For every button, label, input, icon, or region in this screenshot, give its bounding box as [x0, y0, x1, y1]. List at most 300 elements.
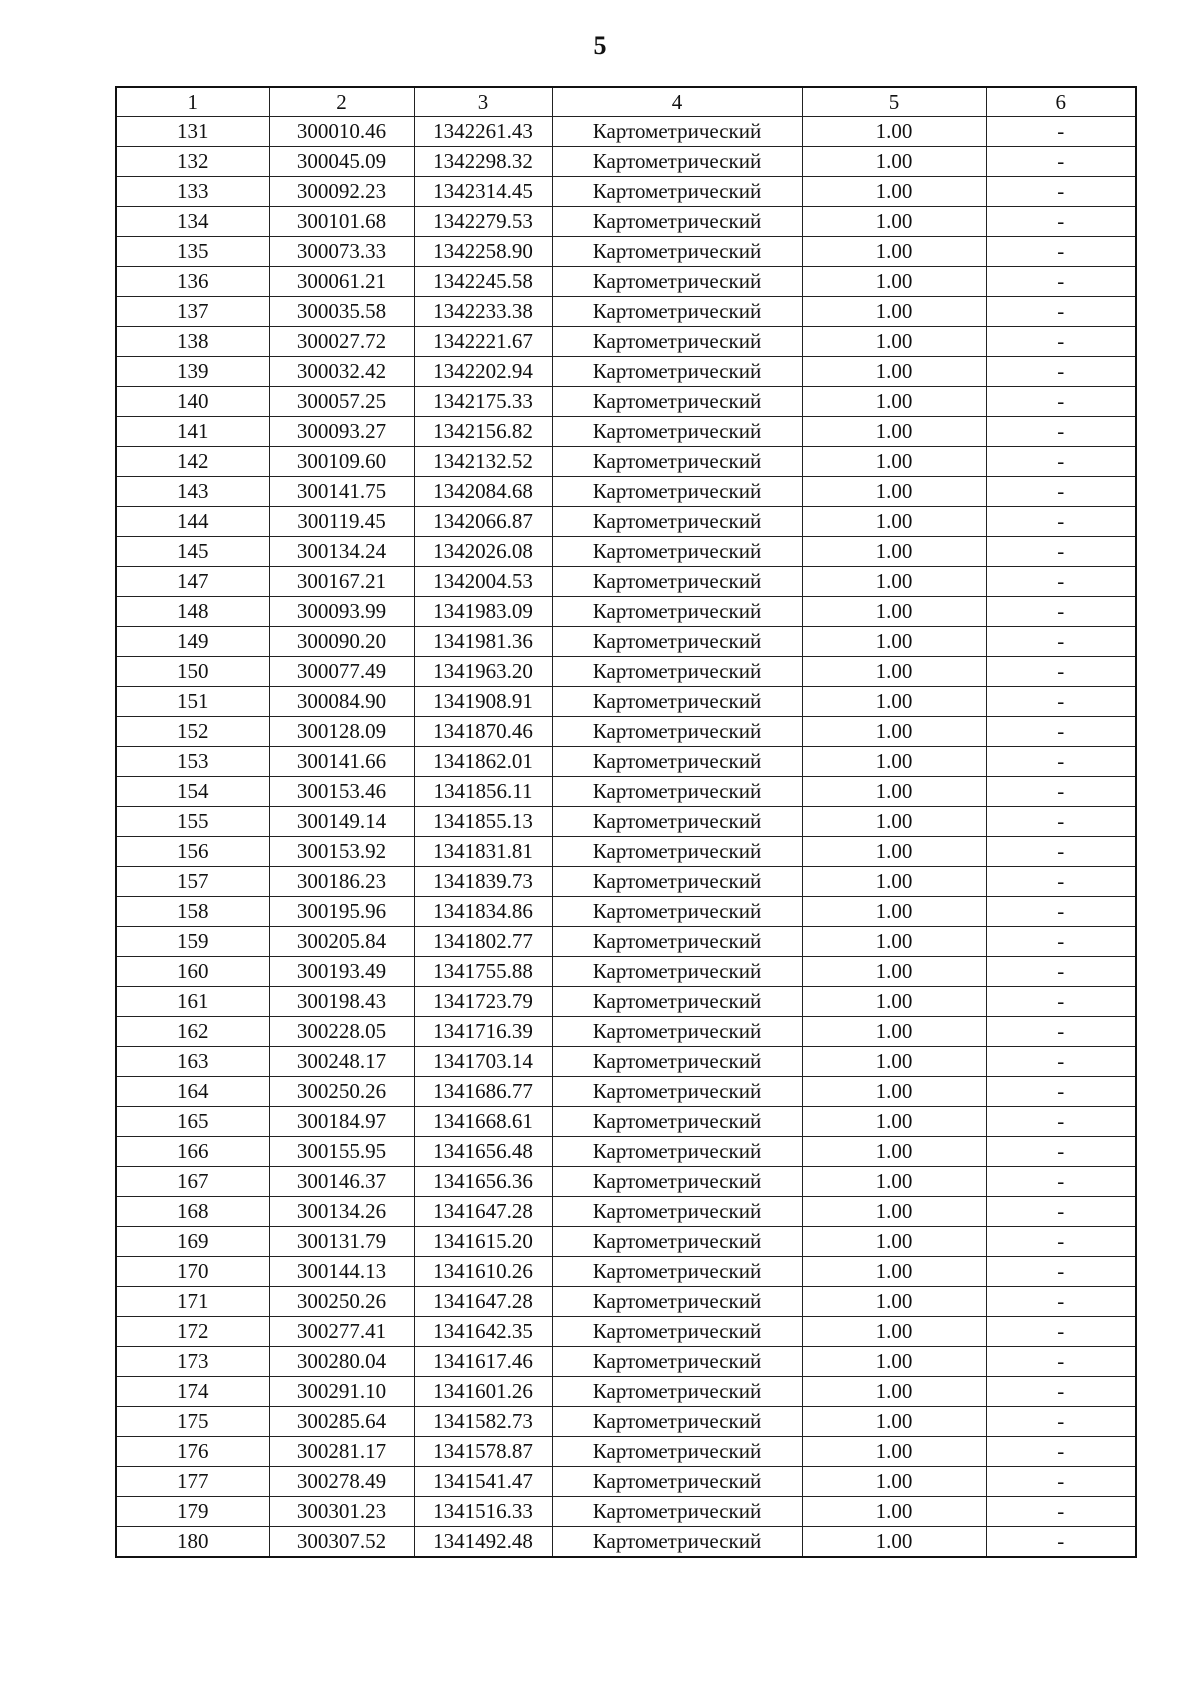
method-cell: Картометрический [552, 1377, 802, 1407]
method-cell: Картометрический [552, 987, 802, 1017]
description-cell: - [986, 357, 1136, 387]
table-row [116, 927, 1136, 957]
point-number-cell: 175 [116, 1407, 269, 1437]
y-coordinate-cell: 1341601.26 [414, 1377, 552, 1407]
point-number-cell: 173 [116, 1347, 269, 1377]
description-cell: - [986, 1107, 1136, 1137]
table-row [116, 327, 1136, 357]
method-cell: Картометрический [552, 807, 802, 837]
accuracy-cell: 1.00 [802, 657, 986, 687]
accuracy-cell: 1.00 [802, 477, 986, 507]
description-cell: - [986, 627, 1136, 657]
method-cell: Картометрический [552, 417, 802, 447]
accuracy-cell: 1.00 [802, 1047, 986, 1077]
method-cell: Картометрический [552, 477, 802, 507]
table-row [116, 1077, 1136, 1107]
y-coordinate-cell: 1341516.33 [414, 1497, 552, 1527]
accuracy-cell: 1.00 [802, 1017, 986, 1047]
x-coordinate-cell: 300131.79 [269, 1227, 414, 1257]
accuracy-cell: 1.00 [802, 837, 986, 867]
point-number-cell: 140 [116, 387, 269, 417]
accuracy-cell: 1.00 [802, 747, 986, 777]
accuracy-cell: 1.00 [802, 1137, 986, 1167]
table-row [116, 1437, 1136, 1467]
table-row [116, 1107, 1136, 1137]
method-cell: Картометрический [552, 297, 802, 327]
description-cell: - [986, 837, 1136, 867]
x-coordinate-cell: 300128.09 [269, 717, 414, 747]
point-number-cell: 152 [116, 717, 269, 747]
description-cell: - [986, 867, 1136, 897]
table-row [116, 177, 1136, 207]
y-coordinate-cell: 1341686.77 [414, 1077, 552, 1107]
accuracy-cell: 1.00 [802, 687, 986, 717]
description-cell: - [986, 417, 1136, 447]
x-coordinate-cell: 300077.49 [269, 657, 414, 687]
y-coordinate-cell: 1342004.53 [414, 567, 552, 597]
description-cell: - [986, 297, 1136, 327]
accuracy-cell: 1.00 [802, 897, 986, 927]
point-number-cell: 143 [116, 477, 269, 507]
accuracy-cell: 1.00 [802, 1107, 986, 1137]
x-coordinate-cell: 300248.17 [269, 1047, 414, 1077]
point-number-cell: 137 [116, 297, 269, 327]
table-row [116, 507, 1136, 537]
point-number-cell: 180 [116, 1527, 269, 1558]
x-coordinate-cell: 300198.43 [269, 987, 414, 1017]
table-row [116, 297, 1136, 327]
description-cell: - [986, 1377, 1136, 1407]
x-coordinate-cell: 300280.04 [269, 1347, 414, 1377]
point-number-cell: 163 [116, 1047, 269, 1077]
method-cell: Картометрический [552, 627, 802, 657]
method-cell: Картометрический [552, 1197, 802, 1227]
accuracy-cell: 1.00 [802, 1197, 986, 1227]
point-number-cell: 177 [116, 1467, 269, 1497]
y-coordinate-cell: 1342298.32 [414, 147, 552, 177]
y-coordinate-cell: 1341862.01 [414, 747, 552, 777]
table-row [116, 897, 1136, 927]
x-coordinate-cell: 300141.75 [269, 477, 414, 507]
point-number-cell: 161 [116, 987, 269, 1017]
table-row [116, 237, 1136, 267]
method-cell: Картометрический [552, 717, 802, 747]
point-number-cell: 138 [116, 327, 269, 357]
table-row [116, 357, 1136, 387]
x-coordinate-cell: 300250.26 [269, 1077, 414, 1107]
table-row [116, 1317, 1136, 1347]
table-row [116, 1227, 1136, 1257]
y-coordinate-cell: 1341716.39 [414, 1017, 552, 1047]
method-cell: Картометрический [552, 537, 802, 567]
point-number-cell: 151 [116, 687, 269, 717]
table-row [116, 807, 1136, 837]
description-cell: - [986, 657, 1136, 687]
x-coordinate-cell: 300134.24 [269, 537, 414, 567]
accuracy-cell: 1.00 [802, 1167, 986, 1197]
point-number-cell: 133 [116, 177, 269, 207]
x-coordinate-cell: 300281.17 [269, 1437, 414, 1467]
table-row [116, 747, 1136, 777]
method-cell: Картометрический [552, 1287, 802, 1317]
point-number-cell: 170 [116, 1257, 269, 1287]
x-coordinate-cell: 300149.14 [269, 807, 414, 837]
description-cell: - [986, 447, 1136, 477]
point-number-cell: 141 [116, 417, 269, 447]
table-row [116, 1407, 1136, 1437]
page-number: 5 [593, 31, 607, 60]
accuracy-cell: 1.00 [802, 237, 986, 267]
table-row [116, 777, 1136, 807]
coordinates-table [115, 86, 1137, 1558]
y-coordinate-cell: 1341755.88 [414, 957, 552, 987]
method-cell: Картометрический [552, 597, 802, 627]
accuracy-cell: 1.00 [802, 987, 986, 1017]
x-coordinate-cell: 300092.23 [269, 177, 414, 207]
x-coordinate-cell: 300277.41 [269, 1317, 414, 1347]
accuracy-cell: 1.00 [802, 177, 986, 207]
y-coordinate-cell: 1342084.68 [414, 477, 552, 507]
table-row [116, 477, 1136, 507]
table-row [116, 1197, 1136, 1227]
point-number-cell: 154 [116, 777, 269, 807]
y-coordinate-cell: 1341578.87 [414, 1437, 552, 1467]
description-cell: - [986, 1467, 1136, 1497]
method-cell: Картометрический [552, 177, 802, 207]
x-coordinate-cell: 300146.37 [269, 1167, 414, 1197]
accuracy-cell: 1.00 [802, 147, 986, 177]
y-coordinate-cell: 1341615.20 [414, 1227, 552, 1257]
x-coordinate-cell: 300061.21 [269, 267, 414, 297]
y-coordinate-cell: 1341656.36 [414, 1167, 552, 1197]
table-row [116, 867, 1136, 897]
x-coordinate-cell: 300027.72 [269, 327, 414, 357]
accuracy-cell: 1.00 [802, 1467, 986, 1497]
accuracy-cell: 1.00 [802, 1077, 986, 1107]
y-coordinate-cell: 1341802.77 [414, 927, 552, 957]
point-number-cell: 149 [116, 627, 269, 657]
method-cell: Картометрический [552, 237, 802, 267]
x-coordinate-cell: 300250.26 [269, 1287, 414, 1317]
method-cell: Картометрический [552, 957, 802, 987]
x-coordinate-cell: 300291.10 [269, 1377, 414, 1407]
method-cell: Картометрический [552, 267, 802, 297]
y-coordinate-cell: 1341834.86 [414, 897, 552, 927]
description-cell: - [986, 237, 1136, 267]
y-coordinate-cell: 1341983.09 [414, 597, 552, 627]
method-cell: Картометрический [552, 687, 802, 717]
description-cell: - [986, 957, 1136, 987]
x-coordinate-cell: 300155.95 [269, 1137, 414, 1167]
y-coordinate-cell: 1342261.43 [414, 117, 552, 147]
method-cell: Картометрический [552, 357, 802, 387]
accuracy-cell: 1.00 [802, 627, 986, 657]
x-coordinate-cell: 300144.13 [269, 1257, 414, 1287]
x-coordinate-cell: 300153.92 [269, 837, 414, 867]
table-row [116, 1257, 1136, 1287]
accuracy-cell: 1.00 [802, 777, 986, 807]
point-number-cell: 135 [116, 237, 269, 267]
table-body [116, 117, 1136, 1558]
method-cell: Картометрический [552, 1107, 802, 1137]
accuracy-cell: 1.00 [802, 447, 986, 477]
y-coordinate-cell: 1342026.08 [414, 537, 552, 567]
point-number-cell: 162 [116, 1017, 269, 1047]
x-coordinate-cell: 300057.25 [269, 387, 414, 417]
x-coordinate-cell: 300073.33 [269, 237, 414, 267]
point-number-cell: 157 [116, 867, 269, 897]
accuracy-cell: 1.00 [802, 267, 986, 297]
description-cell: - [986, 267, 1136, 297]
y-coordinate-cell: 1342258.90 [414, 237, 552, 267]
x-coordinate-cell: 300228.05 [269, 1017, 414, 1047]
x-coordinate-cell: 300141.66 [269, 747, 414, 777]
x-coordinate-cell: 300045.09 [269, 147, 414, 177]
y-coordinate-cell: 1341855.13 [414, 807, 552, 837]
y-coordinate-cell: 1341856.11 [414, 777, 552, 807]
accuracy-cell: 1.00 [802, 867, 986, 897]
table-row [116, 1287, 1136, 1317]
description-cell: - [986, 597, 1136, 627]
description-cell: - [986, 207, 1136, 237]
method-cell: Картометрический [552, 507, 802, 537]
x-coordinate-cell: 300307.52 [269, 1527, 414, 1558]
accuracy-cell: 1.00 [802, 507, 986, 537]
y-coordinate-cell: 1342156.82 [414, 417, 552, 447]
point-number-cell: 145 [116, 537, 269, 567]
y-coordinate-cell: 1341642.35 [414, 1317, 552, 1347]
table-row [116, 387, 1136, 417]
accuracy-cell: 1.00 [802, 1227, 986, 1257]
y-coordinate-cell: 1342175.33 [414, 387, 552, 417]
x-coordinate-cell: 300032.42 [269, 357, 414, 387]
table-row [116, 597, 1136, 627]
accuracy-cell: 1.00 [802, 1527, 986, 1558]
accuracy-cell: 1.00 [802, 117, 986, 147]
y-coordinate-cell: 1341963.20 [414, 657, 552, 687]
x-coordinate-cell: 300093.99 [269, 597, 414, 627]
description-cell: - [986, 1347, 1136, 1377]
table-row [116, 957, 1136, 987]
accuracy-cell: 1.00 [802, 597, 986, 627]
point-number-cell: 158 [116, 897, 269, 927]
y-coordinate-cell: 1342245.58 [414, 267, 552, 297]
description-cell: - [986, 807, 1136, 837]
table-row [116, 627, 1136, 657]
description-cell: - [986, 927, 1136, 957]
description-cell: - [986, 567, 1136, 597]
table-row [116, 1467, 1136, 1497]
point-number-cell: 131 [116, 117, 269, 147]
method-cell: Картометрический [552, 747, 802, 777]
accuracy-cell: 1.00 [802, 207, 986, 237]
method-cell: Картометрический [552, 837, 802, 867]
description-cell: - [986, 717, 1136, 747]
y-coordinate-cell: 1341831.81 [414, 837, 552, 867]
accuracy-cell: 1.00 [802, 927, 986, 957]
point-number-cell: 132 [116, 147, 269, 177]
y-coordinate-cell: 1341839.73 [414, 867, 552, 897]
point-number-cell: 153 [116, 747, 269, 777]
y-coordinate-cell: 1341582.73 [414, 1407, 552, 1437]
point-number-cell: 139 [116, 357, 269, 387]
table-row [116, 987, 1136, 1017]
description-cell: - [986, 507, 1136, 537]
y-coordinate-cell: 1341668.61 [414, 1107, 552, 1137]
point-number-cell: 164 [116, 1077, 269, 1107]
point-number-cell: 148 [116, 597, 269, 627]
y-coordinate-cell: 1342066.87 [414, 507, 552, 537]
accuracy-cell: 1.00 [802, 297, 986, 327]
description-cell: - [986, 1287, 1136, 1317]
y-coordinate-cell: 1341723.79 [414, 987, 552, 1017]
accuracy-cell: 1.00 [802, 1257, 986, 1287]
y-coordinate-cell: 1341617.46 [414, 1347, 552, 1377]
column-header: 5 [802, 87, 986, 117]
description-cell: - [986, 1257, 1136, 1287]
table-row [116, 717, 1136, 747]
description-cell: - [986, 537, 1136, 567]
description-cell: - [986, 117, 1136, 147]
x-coordinate-cell: 300184.97 [269, 1107, 414, 1137]
method-cell: Картометрический [552, 897, 802, 927]
x-coordinate-cell: 300195.96 [269, 897, 414, 927]
point-number-cell: 171 [116, 1287, 269, 1317]
description-cell: - [986, 687, 1136, 717]
y-coordinate-cell: 1341492.48 [414, 1527, 552, 1558]
point-number-cell: 166 [116, 1137, 269, 1167]
x-coordinate-cell: 300090.20 [269, 627, 414, 657]
y-coordinate-cell: 1341870.46 [414, 717, 552, 747]
description-cell: - [986, 747, 1136, 777]
accuracy-cell: 1.00 [802, 537, 986, 567]
accuracy-cell: 1.00 [802, 1497, 986, 1527]
method-cell: Картометрический [552, 1497, 802, 1527]
x-coordinate-cell: 300285.64 [269, 1407, 414, 1437]
point-number-cell: 169 [116, 1227, 269, 1257]
x-coordinate-cell: 300093.27 [269, 417, 414, 447]
method-cell: Картометрический [552, 1407, 802, 1437]
table-row [116, 417, 1136, 447]
description-cell: - [986, 1137, 1136, 1167]
description-cell: - [986, 1197, 1136, 1227]
point-number-cell: 147 [116, 567, 269, 597]
point-number-cell: 172 [116, 1317, 269, 1347]
accuracy-cell: 1.00 [802, 1377, 986, 1407]
accuracy-cell: 1.00 [802, 567, 986, 597]
x-coordinate-cell: 300153.46 [269, 777, 414, 807]
table-row [116, 837, 1136, 867]
x-coordinate-cell: 300278.49 [269, 1467, 414, 1497]
x-coordinate-cell: 300010.46 [269, 117, 414, 147]
method-cell: Картометрический [552, 1077, 802, 1107]
y-coordinate-cell: 1342314.45 [414, 177, 552, 207]
method-cell: Картометрический [552, 1227, 802, 1257]
description-cell: - [986, 1017, 1136, 1047]
method-cell: Картометрический [552, 1317, 802, 1347]
table-row [116, 207, 1136, 237]
x-coordinate-cell: 300035.58 [269, 297, 414, 327]
point-number-cell: 176 [116, 1437, 269, 1467]
accuracy-cell: 1.00 [802, 717, 986, 747]
y-coordinate-cell: 1342202.94 [414, 357, 552, 387]
accuracy-cell: 1.00 [802, 1317, 986, 1347]
x-coordinate-cell: 300301.23 [269, 1497, 414, 1527]
table-row [116, 1377, 1136, 1407]
description-cell: - [986, 387, 1136, 417]
method-cell: Картометрический [552, 1167, 802, 1197]
y-coordinate-cell: 1341656.48 [414, 1137, 552, 1167]
description-cell: - [986, 177, 1136, 207]
y-coordinate-cell: 1342221.67 [414, 327, 552, 357]
y-coordinate-cell: 1341541.47 [414, 1467, 552, 1497]
accuracy-cell: 1.00 [802, 1407, 986, 1437]
header-row [116, 87, 1136, 117]
x-coordinate-cell: 300119.45 [269, 507, 414, 537]
x-coordinate-cell: 300186.23 [269, 867, 414, 897]
table-row [116, 1137, 1136, 1167]
column-header: 4 [552, 87, 802, 117]
method-cell: Картометрический [552, 777, 802, 807]
y-coordinate-cell: 1341908.91 [414, 687, 552, 717]
method-cell: Картометрический [552, 1047, 802, 1077]
table-row [116, 1017, 1136, 1047]
method-cell: Картометрический [552, 1437, 802, 1467]
accuracy-cell: 1.00 [802, 387, 986, 417]
method-cell: Картометрический [552, 1257, 802, 1287]
method-cell: Картометрический [552, 447, 802, 477]
point-number-cell: 160 [116, 957, 269, 987]
y-coordinate-cell: 1341647.28 [414, 1197, 552, 1227]
description-cell: - [986, 1227, 1136, 1257]
point-number-cell: 134 [116, 207, 269, 237]
description-cell: - [986, 477, 1136, 507]
description-cell: - [986, 1527, 1136, 1558]
y-coordinate-cell: 1342279.53 [414, 207, 552, 237]
table-row [116, 147, 1136, 177]
point-number-cell: 167 [116, 1167, 269, 1197]
column-header: 1 [116, 87, 269, 117]
table-row [116, 447, 1136, 477]
point-number-cell: 159 [116, 927, 269, 957]
point-number-cell: 155 [116, 807, 269, 837]
point-number-cell: 150 [116, 657, 269, 687]
table-row [116, 1497, 1136, 1527]
table-row [116, 537, 1136, 567]
method-cell: Картометрический [552, 207, 802, 237]
table-row [116, 687, 1136, 717]
description-cell: - [986, 897, 1136, 927]
description-cell: - [986, 327, 1136, 357]
table-row [116, 1527, 1136, 1558]
accuracy-cell: 1.00 [802, 1287, 986, 1317]
method-cell: Картометрический [552, 927, 802, 957]
x-coordinate-cell: 300167.21 [269, 567, 414, 597]
point-number-cell: 179 [116, 1497, 269, 1527]
x-coordinate-cell: 300193.49 [269, 957, 414, 987]
method-cell: Картометрический [552, 147, 802, 177]
point-number-cell: 165 [116, 1107, 269, 1137]
table-row [116, 1167, 1136, 1197]
description-cell: - [986, 147, 1136, 177]
description-cell: - [986, 777, 1136, 807]
description-cell: - [986, 1317, 1136, 1347]
point-number-cell: 144 [116, 507, 269, 537]
method-cell: Картометрический [552, 1137, 802, 1167]
point-number-cell: 156 [116, 837, 269, 867]
description-cell: - [986, 1497, 1136, 1527]
description-cell: - [986, 1077, 1136, 1107]
